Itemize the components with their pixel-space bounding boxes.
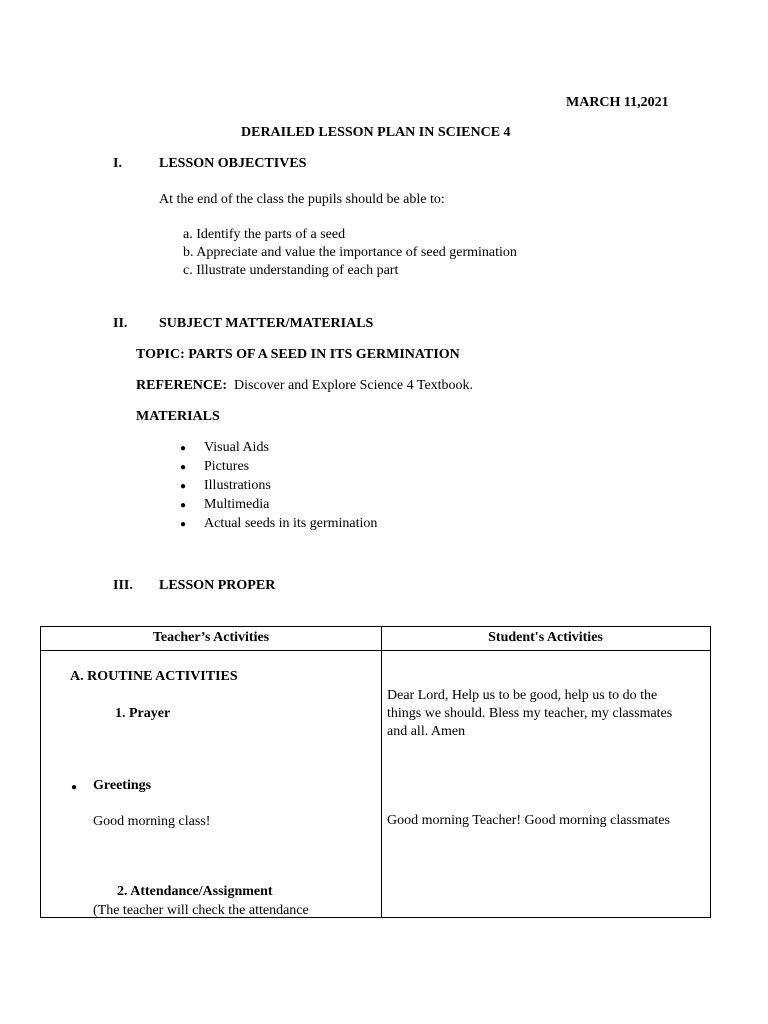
section-heading: LESSON OBJECTIVES: [159, 156, 307, 171]
material-item: Visual Aids: [204, 440, 269, 455]
table-column-divider: [381, 627, 382, 917]
reference-line: [136, 378, 473, 394]
attendance-note: (The teacher will check the attendance: [93, 903, 309, 918]
bullet-icon: ●: [180, 443, 187, 454]
teacher-activities-header: Teacher’s Activities: [152, 630, 270, 645]
section-number: III.: [113, 578, 133, 593]
teacher-greeting: Good morning class!: [93, 814, 211, 829]
material-item: Multimedia: [204, 497, 270, 512]
bullet-icon: ●: [71, 782, 78, 793]
material-item: Actual seeds in its germination: [204, 516, 378, 531]
materials-label: MATERIALS: [136, 409, 220, 424]
attendance-heading: 2. Attendance/Assignment: [117, 884, 273, 899]
bullet-icon: ●: [180, 462, 187, 473]
document-date: MARCH 11,2021: [566, 95, 669, 110]
prayer-heading: 1. Prayer: [115, 706, 171, 721]
material-item: Pictures: [204, 459, 250, 474]
table-header-divider: [41, 650, 710, 651]
greetings-heading: Greetings: [93, 778, 152, 793]
reference-label: REFERENCE:: [136, 378, 228, 393]
bullet-icon: ●: [180, 481, 187, 492]
material-item: Illustrations: [204, 478, 271, 493]
reference-text: Discover and Explore Science 4 Textbook.: [234, 378, 474, 393]
topic-line: TOPIC: PARTS OF A SEED IN ITS GERMINATION: [136, 347, 460, 362]
bullet-icon: ●: [180, 519, 187, 530]
student-prayer-line: Dear Lord, Help us to be good, help us to do the: [387, 688, 658, 703]
objective-item: b. Appreciate and value the importance of seed germination: [183, 245, 517, 260]
section-heading: SUBJECT MATTER/MATERIALS: [159, 316, 374, 331]
routine-activities-heading: A. ROUTINE ACTIVITIES: [70, 669, 238, 684]
section-heading: LESSON PROPER: [159, 578, 276, 593]
student-prayer-line: things we should. Bless my teacher, my classmates: [387, 706, 673, 721]
student-prayer-line: and all. Amen: [387, 724, 466, 739]
student-activities-header: Student's Activities: [488, 630, 603, 645]
objective-item: a. Identify the parts of a seed: [183, 227, 346, 242]
activities-table: [40, 626, 711, 918]
objectives-intro: At the end of the class the pupils should be able to:: [159, 192, 445, 207]
objective-item: c. Illustrate understanding of each part: [183, 263, 399, 278]
bullet-icon: ●: [180, 500, 187, 511]
student-greeting-reply: Good morning Teacher! Good morning classmates: [387, 813, 670, 828]
section-number: II.: [113, 316, 128, 331]
document-title: DERAILED LESSON PLAN IN SCIENCE 4: [241, 125, 511, 140]
section-number: I.: [113, 156, 122, 171]
